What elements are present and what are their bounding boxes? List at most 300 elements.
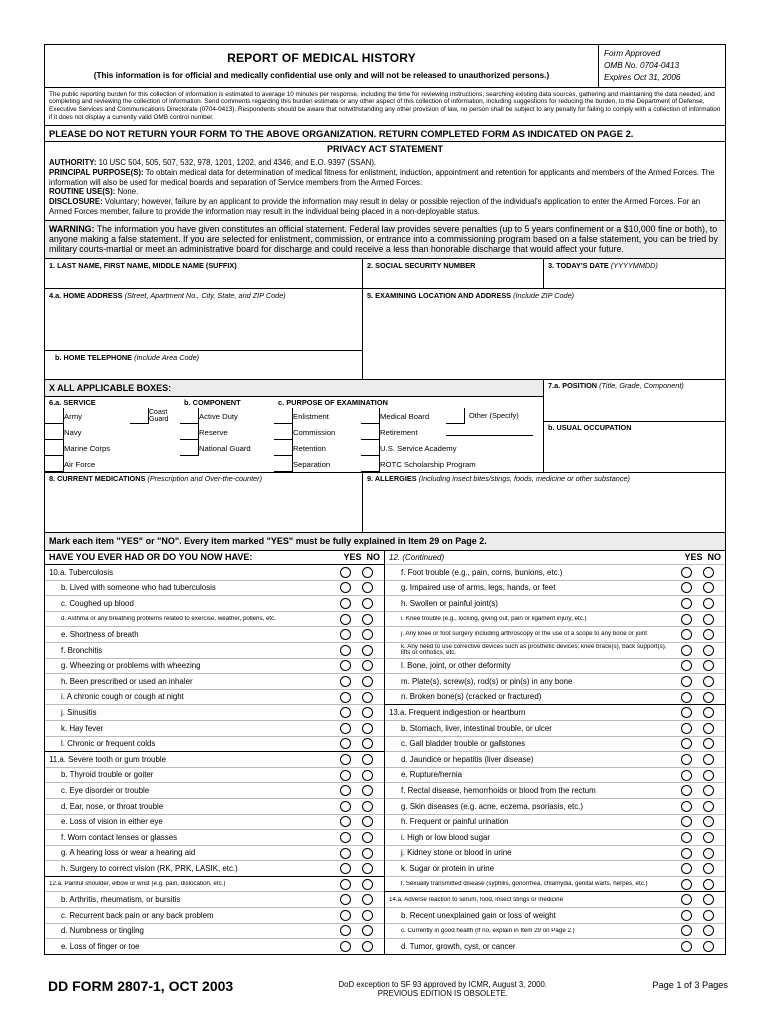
no-radio[interactable] [362, 692, 373, 703]
question-text: c. Gall bladder trouble or gallstones [401, 739, 526, 749]
question-row [385, 907, 725, 923]
question-row [45, 689, 384, 705]
yes-radio[interactable] [340, 707, 351, 718]
question-text: g. A hearing loss or wear a hearing aid [61, 848, 196, 858]
question-text: d. Tumor, growth, cyst, or cancer [401, 941, 516, 951]
yes-radio[interactable] [681, 925, 692, 936]
yes-radio[interactable] [681, 614, 692, 625]
yes-radio[interactable] [681, 801, 692, 812]
question-text: k. Hay fever [61, 723, 104, 733]
position-hint: (Title, Grade, Component) [599, 380, 684, 390]
yes-radio[interactable] [681, 676, 692, 687]
yes-no-radios [675, 660, 725, 671]
medications-label: 8. CURRENT MEDICATIONS [49, 474, 146, 484]
question-row [385, 876, 725, 892]
no-radio[interactable] [703, 692, 714, 703]
question-text: k. Sugar or protein in urine [401, 863, 494, 873]
no-radio[interactable] [362, 723, 373, 734]
question-row [45, 704, 384, 720]
purpose-paragraph [49, 168, 721, 187]
no-radio[interactable] [362, 863, 373, 874]
question-text: b. Arthritis, rheumatism, or bursitis [61, 895, 181, 905]
yes-no-radios [334, 614, 384, 625]
yes-radio[interactable] [340, 598, 351, 609]
yes-radio[interactable] [340, 738, 351, 749]
no-radio[interactable] [362, 614, 373, 625]
no-radio[interactable] [703, 894, 714, 905]
service-academy-checkbox[interactable] [361, 440, 380, 456]
no-label: NO [707, 552, 721, 563]
header-title-block [45, 45, 599, 87]
yes-radio[interactable] [340, 941, 351, 952]
no-radio[interactable] [703, 738, 714, 749]
yes-radio[interactable] [340, 801, 351, 812]
yes-radio[interactable] [681, 723, 692, 734]
no-radio[interactable] [703, 582, 714, 593]
question-row [45, 923, 384, 939]
no-radio[interactable] [362, 816, 373, 827]
question-row [385, 673, 725, 689]
date-field[interactable] [544, 259, 725, 288]
air-force-checkbox[interactable] [45, 456, 64, 472]
yes-no-radios [334, 567, 384, 578]
yes-radio[interactable] [681, 848, 692, 859]
no-radio[interactable] [362, 660, 373, 671]
yes-radio[interactable] [340, 754, 351, 765]
no-radio[interactable] [703, 676, 714, 687]
no-radio[interactable] [703, 785, 714, 796]
yes-radio[interactable] [681, 707, 692, 718]
yes-no-radios [334, 645, 384, 656]
yes-radio[interactable] [340, 910, 351, 921]
army-label: Army [64, 411, 82, 421]
warning-text: The information you have given constitutes an official statement. Federal law provides severe penalties (up to 5 years confinement or a $10,000 fine or both), to anyone making a false statement. If you are selected for enlistment, commission, or entrance into a commissioning program based on a false statement, you can be tried by military courts-martial or meet an administrative board for discharge and could receive a less than honorable discharge that would affect your future. [49, 223, 718, 255]
authority-paragraph [49, 158, 721, 168]
rotc-checkbox[interactable] [361, 456, 380, 472]
yes-radio[interactable] [340, 614, 351, 625]
marine-corps-checkbox[interactable] [45, 440, 64, 456]
coast-guard-label: Coast Guard [149, 409, 169, 424]
no-radio[interactable] [703, 910, 714, 921]
home-address-field[interactable] [45, 289, 362, 351]
yes-no-radios [334, 925, 384, 936]
question-row [385, 767, 725, 783]
no-radio[interactable] [362, 910, 373, 921]
no-radio[interactable] [703, 567, 714, 578]
no-radio[interactable] [362, 770, 373, 781]
yes-radio[interactable] [340, 770, 351, 781]
yes-no-radios [675, 770, 725, 781]
yes-no-radios [675, 598, 725, 609]
no-radio[interactable] [703, 832, 714, 843]
no-radio[interactable] [362, 676, 373, 687]
yes-no-header [343, 552, 380, 563]
yes-radio[interactable] [340, 816, 351, 827]
yes-radio[interactable] [681, 567, 692, 578]
yes-radio[interactable] [340, 894, 351, 905]
yes-radio[interactable] [340, 925, 351, 936]
question-row [385, 860, 725, 876]
address-row [45, 289, 725, 380]
question-text: e. Shortness of breath [61, 630, 139, 640]
no-radio[interactable] [362, 941, 373, 952]
medications-hint: (Prescription and Over-the-counter) [147, 474, 263, 484]
yes-radio[interactable] [340, 567, 351, 578]
question-row [45, 798, 384, 814]
question-text: f. Bronchitis [61, 645, 103, 655]
form-header [45, 45, 725, 88]
active-duty-label: Active Duty [199, 411, 238, 421]
questions-right-column [385, 551, 725, 954]
right-heading: 12. (Continued) [389, 552, 445, 562]
yes-no-radios [675, 785, 725, 796]
yes-radio[interactable] [681, 582, 692, 593]
no-radio[interactable] [703, 941, 714, 952]
no-radio[interactable] [362, 754, 373, 765]
yes-radio[interactable] [340, 660, 351, 671]
no-radio[interactable] [703, 629, 714, 640]
yes-no-radios [334, 582, 384, 593]
yes-no-radios [675, 925, 725, 936]
question-text: f. Worn contact lenses or glasses [61, 832, 178, 842]
medical-board-label: Medical Board [380, 411, 430, 421]
date-hint: (YYYYMMDD) [610, 260, 658, 270]
yes-radio[interactable] [340, 723, 351, 734]
no-radio[interactable] [703, 801, 714, 812]
yes-radio[interactable] [340, 879, 351, 890]
yes-no-radios [675, 582, 725, 593]
yes-radio[interactable] [681, 910, 692, 921]
yes-radio[interactable] [340, 863, 351, 874]
purpose-header: c. PURPOSE OF EXAMINATION [278, 397, 388, 407]
marine-corps-label: Marine Corps [64, 443, 111, 453]
position-occupation [544, 380, 725, 473]
question-row [385, 736, 725, 752]
reserve-checkbox[interactable] [180, 424, 199, 440]
boxes-row [45, 440, 543, 456]
coast-guard-checkbox[interactable] [130, 408, 149, 424]
question-row [385, 829, 725, 845]
yes-no-radios [334, 598, 384, 609]
yes-radio[interactable] [340, 582, 351, 593]
yes-no-radios [675, 738, 725, 749]
footer-center [339, 978, 547, 998]
question-row [45, 642, 384, 658]
mark-instruction: Mark each item "YES" or "NO". Every item marked "YES" must be fully explained in Item 29 on Page 2. [45, 533, 725, 551]
question-row [45, 938, 384, 954]
no-radio[interactable] [703, 754, 714, 765]
no-radio[interactable] [362, 801, 373, 812]
service-header: 6.a. SERVICE [49, 397, 96, 407]
question-text: c. Coughed up blood [61, 598, 134, 608]
question-row [45, 860, 384, 876]
question-text: f. Foot trouble (e.g., pain, corns, bunions, etc.) [401, 567, 563, 577]
exam-location-hint: (Include ZIP Code) [513, 290, 575, 300]
allergies-field[interactable] [363, 473, 725, 532]
name-field[interactable]: 1. LAST NAME, FIRST NAME, MIDDLE NAME (SUFFIX) [45, 259, 363, 288]
no-radio[interactable] [703, 816, 714, 827]
yes-radio[interactable] [681, 645, 692, 656]
question-row [385, 626, 725, 642]
question-text: l. Bone, joint, or other deformity [401, 661, 511, 671]
yes-radio[interactable] [681, 692, 692, 703]
yes-no-radios [334, 785, 384, 796]
question-row [385, 564, 725, 580]
question-text: b. Recent unexplained gain or loss of weight [401, 910, 556, 920]
no-radio[interactable] [362, 848, 373, 859]
address-cell [45, 289, 363, 379]
omb-block [599, 45, 725, 87]
footer-exception: DoD exception to SF 93 approved by ICMR, August 3, 2000. [338, 980, 548, 989]
meds-allergies-row [45, 473, 725, 533]
question-row [385, 689, 725, 705]
exam-location-label: 5. EXAMINING LOCATION AND ADDRESS [367, 290, 512, 300]
question-text: 11.a. Severe tooth or gum trouble [49, 754, 166, 764]
question-row [45, 829, 384, 845]
routine-label: ROUTINE USE(S): [49, 187, 116, 197]
question-text: l. Sexually transmitted disease (syphilis, gonorrhea, chlamydia, genital warts, herpes, etc.) [401, 880, 648, 887]
question-text: i. A chronic cough or cough at night [61, 692, 184, 702]
burden-statement: The public reporting burden for this collection of information is estimated to average 10 minutes per response, including the time for reviewing instructions, searching existing data sources, gathering and maintaining the data needed, and completing and reviewing the collection of information. Send comments regarding this burden estimate or any other aspect of this collection of information, including suggestions for reducing the burden, to the Department of Defense, Executive Services and Communications Directorate (0704-0413). Respondents should be aware that notwithstanding any other provision of law, no person shall be subject to any penalty for failing to comply with a collection of information if it does not display a currently valid OMB control number. [45, 88, 725, 126]
yes-radio[interactable] [340, 848, 351, 859]
yes-no-radios [675, 567, 725, 578]
other-specify-line[interactable] [446, 428, 533, 436]
question-text: d. Jaundice or hepatitis (liver disease) [401, 754, 534, 764]
question-row [45, 595, 384, 611]
question-row [45, 611, 384, 627]
no-radio[interactable] [362, 645, 373, 656]
question-text: h. Frequent or painful urination [401, 817, 509, 827]
warning-label: WARNING: [49, 223, 95, 234]
no-radio[interactable] [362, 567, 373, 578]
yes-radio[interactable] [681, 660, 692, 671]
yes-radio[interactable] [681, 816, 692, 827]
no-radio[interactable] [703, 848, 714, 859]
no-radio[interactable] [362, 707, 373, 718]
yes-radio[interactable] [681, 863, 692, 874]
exam-location-field[interactable] [363, 289, 725, 379]
question-text: 10.a. Tuberculosis [49, 567, 114, 577]
boxes-row [45, 408, 543, 424]
boxes-heading: X ALL APPLICABLE BOXES: [45, 380, 543, 398]
home-phone-field[interactable] [45, 351, 362, 379]
question-row [385, 658, 725, 674]
question-text: b. Lived with someone who had tuberculosis [61, 583, 216, 593]
yes-radio[interactable] [681, 770, 692, 781]
allergies-label: 9. ALLERGIES [367, 474, 417, 484]
home-phone-label: b. HOME TELEPHONE [55, 352, 133, 362]
question-text: c. Recurrent back pain or any back problem [61, 910, 214, 920]
yes-no-radios [334, 723, 384, 734]
question-text: n. Broken bone(s) (cracked or fractured) [401, 692, 542, 702]
question-row [45, 782, 384, 798]
question-text: j. Kidney stone or blood in urine [401, 848, 512, 858]
question-row [385, 580, 725, 596]
form-subtitle: (This information is for official and medically confidential use only and will not be released to unauthorized persons.) [93, 71, 550, 81]
yes-radio[interactable] [340, 692, 351, 703]
yes-no-radios [334, 707, 384, 718]
component-header: b. COMPONENT [184, 397, 241, 407]
question-row [45, 564, 384, 580]
active-duty-checkbox[interactable] [180, 408, 199, 424]
medical-board-checkbox[interactable] [361, 408, 380, 424]
yes-no-radios [334, 879, 384, 890]
question-row [45, 626, 384, 642]
occupation-label: b. USUAL OCCUPATION [548, 422, 632, 432]
authority-text: 10 USC 504, 505, 507, 532, 978, 1201, 1202, and 4346; and E.O. 9397 (SSAN). [98, 158, 377, 168]
yes-no-radios [334, 848, 384, 859]
commission-checkbox[interactable] [274, 424, 293, 440]
yes-no-radios [675, 707, 725, 718]
question-row [385, 595, 725, 611]
yes-radio[interactable] [681, 629, 692, 640]
question-text: j. Any knee or foot surgery including arthroscopy or the use of a scope to any bone or joint [401, 631, 647, 638]
yes-no-radios [675, 629, 725, 640]
ssn-field[interactable]: 2. SOCIAL SECURITY NUMBER [363, 259, 544, 288]
yes-radio[interactable] [681, 894, 692, 905]
question-text: 14.a. Adverse reaction to serum, food, insect stings or medicine [389, 896, 564, 903]
yes-no-radios [675, 879, 725, 890]
boxes-column-headers [45, 397, 543, 408]
purpose-label: PRINCIPAL PURPOSE(S): [49, 168, 144, 177]
question-text: 13.a. Frequent indigestion or heartburn [389, 707, 526, 717]
army-checkbox[interactable] [45, 408, 64, 424]
yes-no-radios [675, 801, 725, 812]
yes-radio[interactable] [681, 879, 692, 890]
occupation-field[interactable] [544, 422, 725, 435]
question-row [45, 845, 384, 861]
question-text: h. Swollen or painful joint(s) [401, 598, 498, 608]
no-radio[interactable] [362, 582, 373, 593]
no-radio[interactable] [362, 738, 373, 749]
yes-no-radios [675, 832, 725, 843]
position-field[interactable] [544, 380, 725, 422]
question-text: d. Asthma or any breathing problems related to exercise, weather, pollens, etc. [61, 615, 276, 622]
no-radio[interactable] [703, 660, 714, 671]
question-text: i. Knee trouble (e.g., locking, giving out, pain or ligament injury, etc.) [401, 615, 587, 622]
question-row [45, 907, 384, 923]
retention-checkbox[interactable] [274, 440, 293, 456]
yes-no-radios [334, 660, 384, 671]
no-radio[interactable] [703, 879, 714, 890]
question-text: d. Ear, nose, or throat trouble [61, 801, 164, 811]
disclosure-label: DISCLOSURE: [49, 197, 103, 207]
yes-no-radios [675, 676, 725, 687]
rotc-label: ROTC Scholarship Program [380, 459, 476, 469]
yes-radio[interactable] [340, 645, 351, 656]
yes-no-radios [675, 614, 725, 625]
air-force-label: Air Force [64, 459, 96, 469]
no-radio[interactable] [703, 614, 714, 625]
omb-line: Expires Oct 31, 2006 [604, 72, 681, 82]
return-notice: PLEASE DO NOT RETURN YOUR FORM TO THE ABOVE ORGANIZATION. RETURN COMPLETED FORM AS INDICATED ON PAGE 2. [45, 126, 725, 142]
no-radio[interactable] [362, 894, 373, 905]
retirement-checkbox[interactable] [361, 424, 380, 440]
navy-checkbox[interactable] [45, 424, 64, 440]
medications-field[interactable] [45, 473, 363, 532]
home-phone-hint: (Include Area Code) [134, 352, 200, 362]
question-text: c. Eye disorder or trouble [61, 785, 150, 795]
question-text: h. Surgery to correct vision (RK, PRK, LASIK, etc.) [61, 863, 238, 873]
yes-no-radios [334, 941, 384, 952]
question-text: g. Impaired use of arms, legs, hands, or feet [401, 583, 556, 593]
home-address-label: 4.a. HOME ADDRESS [49, 290, 123, 300]
yes-radio[interactable] [681, 738, 692, 749]
question-text: l. Chronic or frequent colds [61, 739, 156, 749]
question-row [385, 642, 725, 658]
yes-no-radios [675, 941, 725, 952]
no-radio[interactable] [703, 863, 714, 874]
no-radio[interactable] [362, 832, 373, 843]
yes-radio[interactable] [681, 832, 692, 843]
yes-no-radios [334, 816, 384, 827]
questions-left-column [45, 551, 385, 954]
no-radio[interactable] [362, 879, 373, 890]
yes-no-radios [334, 754, 384, 765]
no-radio[interactable] [703, 770, 714, 781]
question-row [385, 611, 725, 627]
question-text: g. Wheezing or problems with wheezing [61, 661, 201, 671]
other-label: Other (Specify) [469, 411, 519, 421]
question-text: c. Currently in good health (If no, explain in Item 29 on Page 2.) [401, 927, 575, 934]
yes-no-radios [675, 692, 725, 703]
separation-checkbox[interactable] [274, 456, 293, 472]
question-row [45, 736, 384, 752]
home-address-hint: (Street, Apartment No., City, State, and ZIP Code) [124, 290, 286, 300]
question-row [385, 798, 725, 814]
question-text: m. Plate(s), screw(s), rod(s) or pin(s) in any bone [401, 676, 573, 686]
other-checkbox[interactable] [446, 408, 465, 424]
identity-row [45, 259, 725, 289]
yes-radio[interactable] [340, 832, 351, 843]
no-radio[interactable] [362, 629, 373, 640]
question-row [45, 876, 384, 892]
yes-radio[interactable] [681, 754, 692, 765]
yes-radio[interactable] [340, 676, 351, 687]
left-heading: HAVE YOU EVER HAD OR DO YOU NOW HAVE: [49, 552, 253, 563]
enlistment-label: Enlistment [293, 411, 329, 421]
question-text: e. Loss of vision in either eye [61, 817, 163, 827]
yes-radio[interactable] [681, 785, 692, 796]
no-radio[interactable] [362, 598, 373, 609]
no-radio[interactable] [703, 925, 714, 936]
enlistment-checkbox[interactable] [274, 408, 293, 424]
no-radio[interactable] [703, 707, 714, 718]
question-row [385, 720, 725, 736]
authority-label: AUTHORITY: [49, 158, 97, 168]
yes-label: YES [343, 552, 362, 563]
yes-radio[interactable] [340, 785, 351, 796]
yes-radio[interactable] [681, 598, 692, 609]
reserve-label: Reserve [199, 427, 228, 437]
no-radio[interactable] [703, 598, 714, 609]
routine-paragraph [49, 187, 721, 197]
question-text: g. Skin diseases (e.g. acne, eczema, psoriasis, etc.) [401, 801, 584, 811]
no-radio[interactable] [703, 645, 714, 656]
no-radio[interactable] [703, 723, 714, 734]
medical-history-form [44, 44, 726, 955]
national-guard-checkbox[interactable] [180, 440, 199, 456]
no-radio[interactable] [362, 785, 373, 796]
no-radio[interactable] [362, 925, 373, 936]
yes-radio[interactable] [340, 629, 351, 640]
question-text: i. High or low blood sugar [401, 832, 491, 842]
yes-no-radios [334, 801, 384, 812]
position-label: 7.a. POSITION [548, 380, 598, 390]
warning-statement [45, 221, 725, 259]
boxes-row [45, 424, 543, 440]
yes-radio[interactable] [681, 941, 692, 952]
